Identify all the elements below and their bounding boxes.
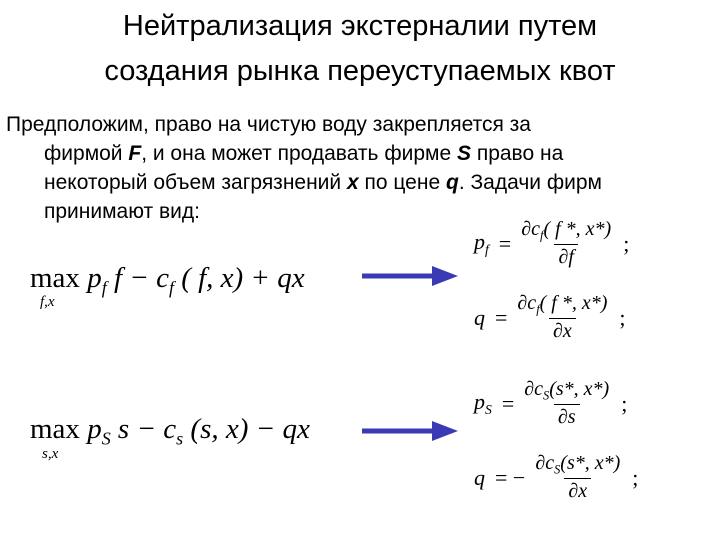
eq-lhs-subscript: S — [485, 402, 492, 418]
equals-minus-sign: = − — [495, 464, 526, 490]
text-fragment: некоторый объем загрязнений — [44, 171, 347, 194]
fraction — [517, 218, 615, 269]
title-line-2: создания рынка переуступаемых квот — [104, 55, 616, 87]
cost-arguments: (s*, x*) — [560, 452, 621, 474]
fraction — [513, 292, 611, 343]
firm-s-symbol: S — [456, 142, 471, 165]
semicolon: ; — [623, 230, 630, 256]
firm-s-objective — [30, 413, 310, 449]
max-operator: max — [30, 262, 80, 294]
paragraph-line-4: принимают вид: — [44, 200, 200, 223]
fraction-numerator — [520, 378, 613, 404]
firm-f-max-variables: f,x — [40, 294, 55, 310]
text-fragment: по цене — [358, 171, 446, 194]
objective-rest: ( f, x) + qx — [181, 262, 305, 294]
cost-arguments: ( f *, x*) — [539, 292, 608, 314]
equation-ps — [474, 378, 627, 429]
cost-subscript: f — [168, 277, 174, 298]
fraction — [531, 452, 624, 503]
text-fragment: , и она может продавать фирме — [141, 142, 457, 165]
partial-c: ∂c — [524, 378, 543, 400]
eq-lhs-subscript: f — [485, 242, 489, 258]
fraction-denominator: ∂x — [549, 318, 576, 343]
partial-c: ∂c — [517, 292, 537, 314]
fraction-denominator: ∂f — [554, 244, 577, 269]
firm-f-objective — [30, 262, 305, 298]
fraction-numerator — [517, 218, 615, 244]
cost-subscript: f — [539, 228, 544, 243]
price-q-symbol: q — [445, 171, 459, 194]
text-fragment: фирмой — [44, 142, 129, 165]
arrow-to-firm-s-conditions — [360, 418, 460, 444]
slide-title — [0, 4, 720, 94]
firm-f-symbol: F — [128, 142, 142, 165]
price-symbol: p — [87, 262, 102, 294]
max-operator: max — [30, 413, 80, 445]
text-fragment: . Задачи фирм — [458, 171, 602, 194]
cost-subscript: S — [554, 462, 561, 477]
fraction — [520, 378, 613, 429]
fraction-numerator — [513, 292, 611, 318]
cost-subscript: f — [536, 302, 540, 317]
intro-paragraph — [6, 110, 712, 226]
equation-q-firm-s — [474, 452, 638, 503]
arrow-to-firm-f-conditions — [360, 263, 460, 289]
eq-lhs: p — [474, 229, 485, 255]
equals-sign: = — [498, 230, 512, 256]
semicolon: ; — [632, 464, 639, 490]
cost-arguments: (s*, x*) — [549, 378, 610, 400]
cost-subscript: S — [543, 388, 550, 403]
paragraph-line-3 — [6, 168, 712, 197]
equation-q-firm-f — [474, 292, 626, 343]
fraction-denominator: ∂x — [564, 478, 591, 503]
pollution-x-symbol: x — [346, 171, 359, 194]
eq-lhs: q — [474, 304, 485, 330]
cost-subscript: s — [176, 428, 184, 449]
price-subscript: S — [101, 428, 111, 449]
eq-lhs: p — [474, 389, 485, 415]
partial-c: ∂c — [535, 452, 555, 474]
equation-pf — [474, 218, 629, 269]
objective-middle: f − c — [113, 262, 169, 294]
paragraph-line-1: Предположим, право на чистую воду закрепляется за — [6, 113, 531, 136]
cost-arguments: ( f *, x*) — [543, 218, 612, 240]
semicolon: ; — [621, 390, 628, 416]
equals-sign: = — [495, 304, 508, 330]
fraction-numerator — [531, 452, 624, 478]
price-subscript: f — [101, 277, 107, 298]
firm-s-max-variables: s,x — [42, 446, 59, 462]
partial-c: ∂c — [521, 218, 540, 240]
text-fragment: право на — [470, 142, 564, 165]
semicolon: ; — [619, 304, 626, 330]
eq-lhs: q — [474, 464, 485, 490]
title-line-1: Нейтрализация экстерналии путем — [122, 10, 598, 42]
fraction-denominator: ∂s — [554, 404, 580, 429]
objective-rest: (s, x) − qx — [190, 413, 310, 445]
price-symbol: p — [87, 413, 102, 445]
equals-sign: = — [501, 390, 515, 416]
paragraph-line-2 — [6, 139, 712, 168]
objective-middle: s − c — [117, 413, 177, 445]
